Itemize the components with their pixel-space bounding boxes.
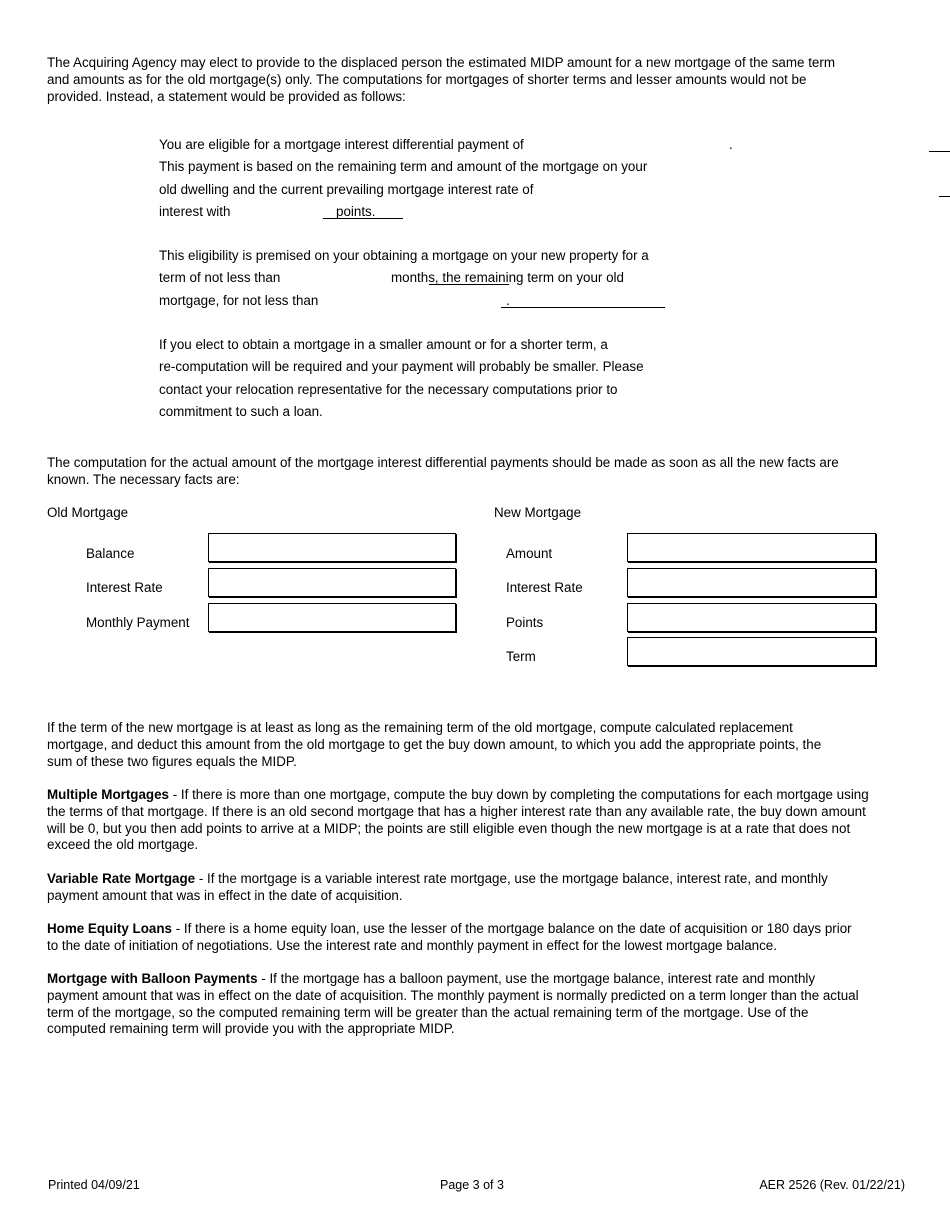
eligibility-line-3: mortgage, for not less than	[159, 292, 319, 308]
amount-blank[interactable]	[501, 293, 665, 308]
new-interest-field[interactable]	[627, 568, 876, 597]
multiple-mortgages-text: - If there is more than one mortgage, compute the buy down by completing the computations for each mortgage using the terms of that mortgage. If there is an old second mortgage that has a higher interest rate than any available rate, the buy down amount will be 0, but you then add points to arrive at a MIDP; the points are still eligible even though the new mortgage is at a rate that does not exceed the old mortgage.	[47, 787, 869, 853]
term-label: Term	[506, 649, 536, 664]
statement-line-3: old dwelling and the current prevailing mortgage interest rate of	[159, 181, 534, 197]
recompute-block	[159, 334, 759, 424]
old-mortgage-heading: Old Mortgage	[47, 505, 129, 520]
intro-paragraph: The Acquiring Agency may elect to provide to the displaced person the estimated MIDP amount for a new mortgage of the same term and amounts as for the old mortgage(s) only. The computations for mortgages of shorter terms and lesser amounts would not be provided. Instead, a statement would be provided as follows:	[47, 55, 835, 104]
statement-line-4: interest with	[159, 204, 231, 220]
recompute-line-3: contact your relocation representative for the necessary computations prior to	[159, 381, 618, 397]
variable-rate-text: - If the mortgage is a variable interest rate mortgage, use the mortgage balance, interest rate, and monthly payment amount that was in effect in the date of acquisition.	[47, 871, 828, 903]
eligibility-line-2: term of not less than	[159, 270, 281, 286]
term-paragraph: If the term of the new mortgage is at least as long as the remaining term of the old mortgage, compute calculated replacement mortgage, and deduct this amount from the old mortgage to get the buy down amount, to which you add the appropriate points, the sum of these two figures equals the MIDP.	[47, 720, 822, 769]
page-number: Page 3 of 3	[440, 1178, 504, 1192]
monthly-payment-label: Monthly Payment	[86, 615, 190, 630]
form-number: AER 2526 (Rev. 01/22/21)	[759, 1178, 905, 1192]
period-2: .	[506, 292, 510, 308]
variable-rate-paragraph	[47, 871, 837, 905]
points-label: points.	[336, 204, 376, 220]
multiple-mortgages-title: Multiple Mortgages	[47, 787, 170, 802]
printed-date: Printed 04/09/21	[48, 1178, 140, 1192]
eligibility-block	[159, 245, 759, 312]
months-text: months, the remaining term on your old	[391, 270, 624, 286]
statement-block	[159, 134, 759, 224]
interest-rate-blank[interactable]	[939, 182, 950, 197]
midp-amount-blank[interactable]	[929, 137, 950, 152]
new-points-field[interactable]	[627, 603, 876, 632]
new-mortgage-heading: New Mortgage	[494, 505, 582, 520]
period: .	[729, 137, 733, 152]
old-interest-field[interactable]	[208, 568, 456, 597]
new-interest-label: Interest Rate	[506, 580, 583, 595]
home-equity-paragraph	[47, 921, 862, 955]
balance-label: Balance	[86, 546, 135, 561]
home-equity-text: - If there is a home equity loan, use the lesser of the mortgage balance on the date of acquisition or 180 days prior to the date of initiation of negotiations. Use the interest rate and monthly payment in effect for the lowest mortgage balance.	[47, 921, 852, 953]
points-field-label: Points	[506, 615, 544, 630]
old-balance-field[interactable]	[208, 533, 456, 562]
recompute-line-4: commitment to such a loan.	[159, 404, 323, 420]
statement-line-2: This payment is based on the remaining term and amount of the mortgage on your	[159, 159, 648, 175]
recompute-line-2: re-computation will be required and your payment will probably be smaller. Please	[159, 359, 644, 375]
balloon-text: - If the mortgage has a balloon payment, use the mortgage balance, interest rate and monthly payment amount that was in effect on the date of acquisition. The monthly payment is normally predicted on a term longer than the actual term of the mortgage, so the computed remaining term will be greater than the actual remaining term of the mortgage. Use of the computed remaining term will provide you with the appropriate MIDP.	[47, 971, 859, 1037]
statement-line-1: You are eligible for a mortgage interest differential payment of	[159, 137, 524, 152]
new-term-field[interactable]	[627, 637, 876, 666]
eligibility-line-1: This eligibility is premised on your obtaining a mortgage on your new property for a	[159, 248, 649, 263]
old-interest-label: Interest Rate	[86, 580, 163, 595]
balloon-title: Mortgage with Balloon Payments	[47, 971, 258, 986]
new-amount-field[interactable]	[627, 533, 876, 562]
old-monthly-payment-field[interactable]	[208, 603, 456, 632]
multiple-mortgages-paragraph	[47, 787, 877, 854]
computation-intro: The computation for the actual amount of the mortgage interest differential payments should be made as soon as all the new facts are known. The necessary facts are:	[47, 455, 839, 487]
home-equity-title: Home Equity Loans	[47, 921, 172, 936]
amount-label: Amount	[506, 546, 553, 561]
variable-rate-title: Variable Rate Mortgage	[47, 871, 196, 886]
recompute-line-1: If you elect to obtain a mortgage in a smaller amount or for a shorter term, a	[159, 337, 608, 352]
balloon-paragraph	[47, 971, 862, 1038]
